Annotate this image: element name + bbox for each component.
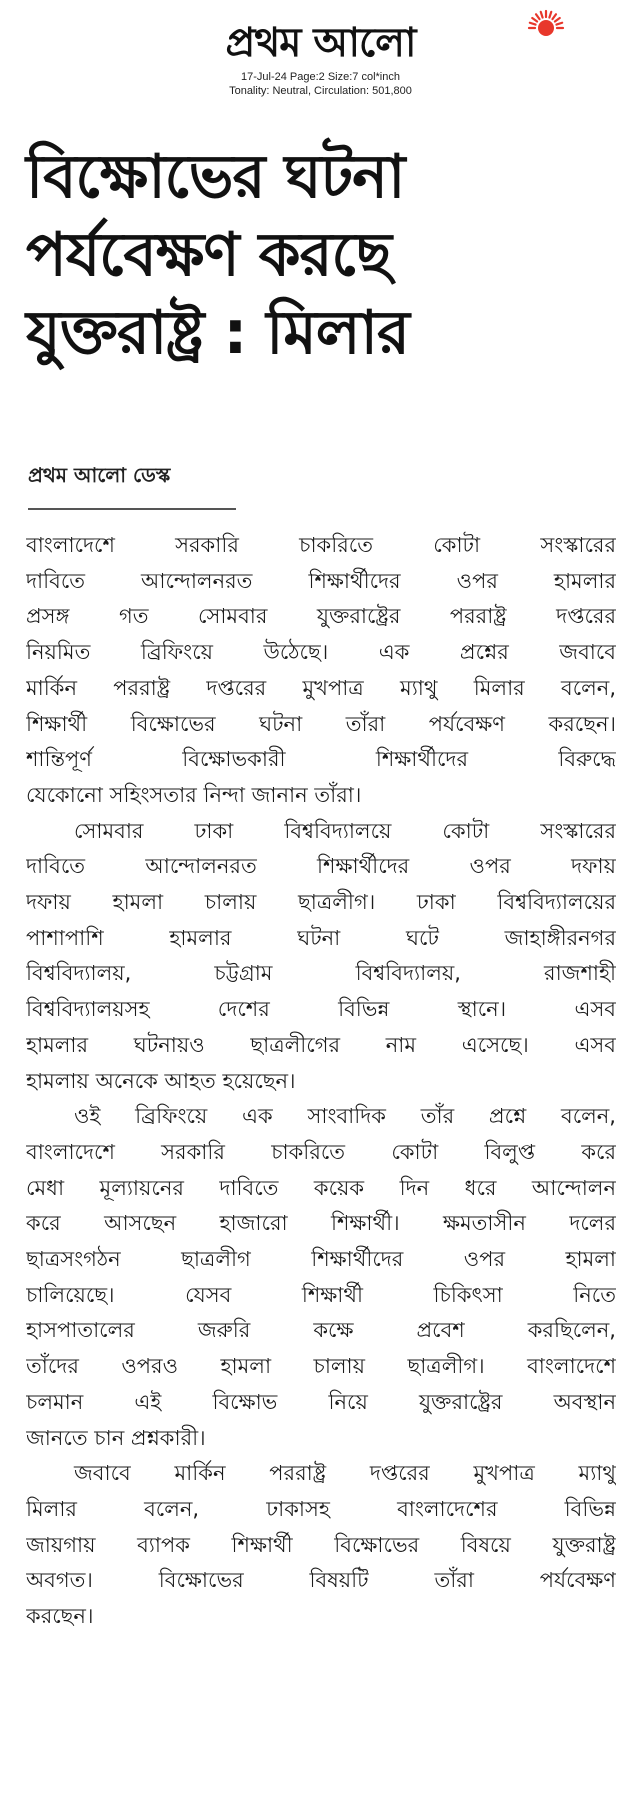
text-line: হামলার ঘটনায়ও ছাত্রলীগের নাম এসেছে। এসব bbox=[26, 1032, 616, 1057]
text-line: প্রসঙ্গ গত সোমবার যুক্তরাষ্ট্রের পররাষ্ট্র দপ্তরের bbox=[26, 604, 616, 629]
paragraph-3 bbox=[26, 1099, 616, 1456]
sun-ray bbox=[536, 14, 540, 19]
clip-meta: Tonality: Neutral, Circulation: 501,800 bbox=[229, 85, 412, 97]
sun-ray bbox=[550, 12, 552, 18]
paragraph-4 bbox=[26, 1456, 616, 1635]
sun-ray bbox=[533, 18, 538, 22]
text-line: যেকোনো সহিংসতার নিন্দা জানান তাঁরা। bbox=[26, 782, 362, 807]
text-line: জায়গায় ব্যাপক শিক্ষার্থী বিক্ষোভের বিষয়ে যুক্তরাষ্ট্র bbox=[26, 1532, 616, 1557]
text-line: দাবিতে আন্দোলনরত শিক্ষার্থীদের ওপর হামলার bbox=[26, 568, 616, 593]
paragraph-1 bbox=[26, 528, 616, 814]
text-line: জবাবে মার্কিন পররাষ্ট্র দপ্তরের মুখপাত্র ম্যাথু bbox=[74, 1461, 616, 1486]
sun-ray bbox=[541, 12, 543, 18]
text-line: চলমান এই বিক্ষোভ নিয়ে যুক্তরাষ্ট্রের অবস্থান bbox=[26, 1389, 616, 1414]
text-line: বাংলাদেশে সরকারি চাকরিতে কোটা সংস্কারের bbox=[26, 533, 616, 557]
headline-line: পর্যবেক্ষণ করছে bbox=[26, 220, 392, 290]
paragraph-2 bbox=[26, 814, 616, 1100]
text-line: হামলায় অনেকে আহত হয়েছেন। bbox=[26, 1068, 296, 1093]
text-line: শান্তিপূর্ণ বিক্ষোভকারী শিক্ষার্থীদের বিরুদ্ধে bbox=[26, 747, 616, 772]
text-line: দফায় হামলা চালায় ছাত্রলীগ। ঢাকা বিশ্ববিদ্যালয়ের bbox=[26, 890, 616, 915]
sun-ray bbox=[555, 18, 560, 22]
text-line: বিশ্ববিদ্যালয়, চট্টগ্রাম বিশ্ববিদ্যালয়, রাজশাহী bbox=[26, 961, 616, 986]
text-line: করছেন। bbox=[26, 1604, 94, 1629]
sun-disc bbox=[538, 20, 554, 36]
text-line: বাংলাদেশে সরকারি চাকরিতে কোটা বিলুপ্ত করে bbox=[26, 1139, 616, 1164]
text-line: বিশ্ববিদ্যালয়সহ দেশের বিভিন্ন স্থানে। এসব bbox=[26, 997, 616, 1022]
text-line: মেধা মূল্যায়নের দাবিতে কয়েক দিন ধরে আন্দোলন bbox=[26, 1175, 616, 1200]
sun-icon bbox=[526, 8, 566, 48]
clip-info: 17-Jul-24 Page:2 Size:7 col*inch bbox=[241, 71, 400, 83]
text-line: হাসপাতালের জরুরি কক্ষে প্রবেশ করছিলেন, bbox=[26, 1318, 616, 1343]
text-line: মিলার বলেন, ঢাকাসহ বাংলাদেশের বিভিন্ন bbox=[26, 1496, 616, 1521]
sun-ray bbox=[530, 23, 536, 25]
text-line: পাশাপাশি হামলার ঘটনা ঘটে জাহাঙ্গীরনগর bbox=[26, 925, 616, 950]
text-line: চালিয়েছে। যেসব শিক্ষার্থী চিকিৎসা নিতে bbox=[26, 1282, 616, 1307]
newspaper-logo bbox=[225, 4, 415, 70]
text-line: ছাত্রসংগঠন ছাত্রলীগ শিক্ষার্থীদের ওপর হামলা bbox=[26, 1247, 616, 1272]
text-line: জানতে চান প্রশ্নকারী। bbox=[26, 1425, 206, 1450]
byline-divider bbox=[28, 508, 236, 510]
text-line: দাবিতে আন্দোলনরত শিক্ষার্থীদের ওপর দফায় bbox=[26, 854, 616, 879]
sun-ray bbox=[557, 23, 563, 25]
text-line: মার্কিন পররাষ্ট্র দপ্তরের মুখপাত্র ম্যাথু মিলার বলেন, bbox=[26, 675, 616, 700]
text-line: নিয়মিত ব্রিফিংয়ে উঠেছে। এক প্রশ্নের জবাবে bbox=[26, 640, 616, 665]
text-line: সোমবার ঢাকা বিশ্ববিদ্যালয়ে কোটা সংস্কারের bbox=[74, 818, 616, 843]
newspaper-logo-text: প্রথম আলো bbox=[225, 20, 416, 66]
headline-line: বিক্ষোভের ঘটনা bbox=[26, 142, 405, 212]
headline-line: যুক্তরাষ্ট্র : মিলার bbox=[26, 298, 409, 368]
sun-ray bbox=[553, 14, 557, 19]
text-line: করে আসছেন হাজারো শিক্ষার্থী। ক্ষমতাসীন দলের bbox=[26, 1211, 616, 1236]
article-body bbox=[26, 528, 616, 1635]
text-line: শিক্ষার্থী বিক্ষোভের ঘটনা তাঁরা পর্যবেক্ষণ করছেন। bbox=[26, 711, 616, 736]
text-line: তাঁদের ওপরও হামলা চালায় ছাত্রলীগ। বাংলাদেশে bbox=[26, 1354, 616, 1379]
article-headline bbox=[26, 138, 626, 372]
text-line: ওই ব্রিফিংয়ে এক সাংবাদিক তাঁর প্রশ্নে বলেন, bbox=[74, 1104, 616, 1129]
article-byline: প্রথম আলো ডেস্ক bbox=[28, 463, 171, 487]
text-line: অবগত। বিক্ষোভের বিষয়টি তাঁরা পর্যবেক্ষণ bbox=[26, 1568, 616, 1593]
newspaper-masthead bbox=[0, 4, 641, 98]
